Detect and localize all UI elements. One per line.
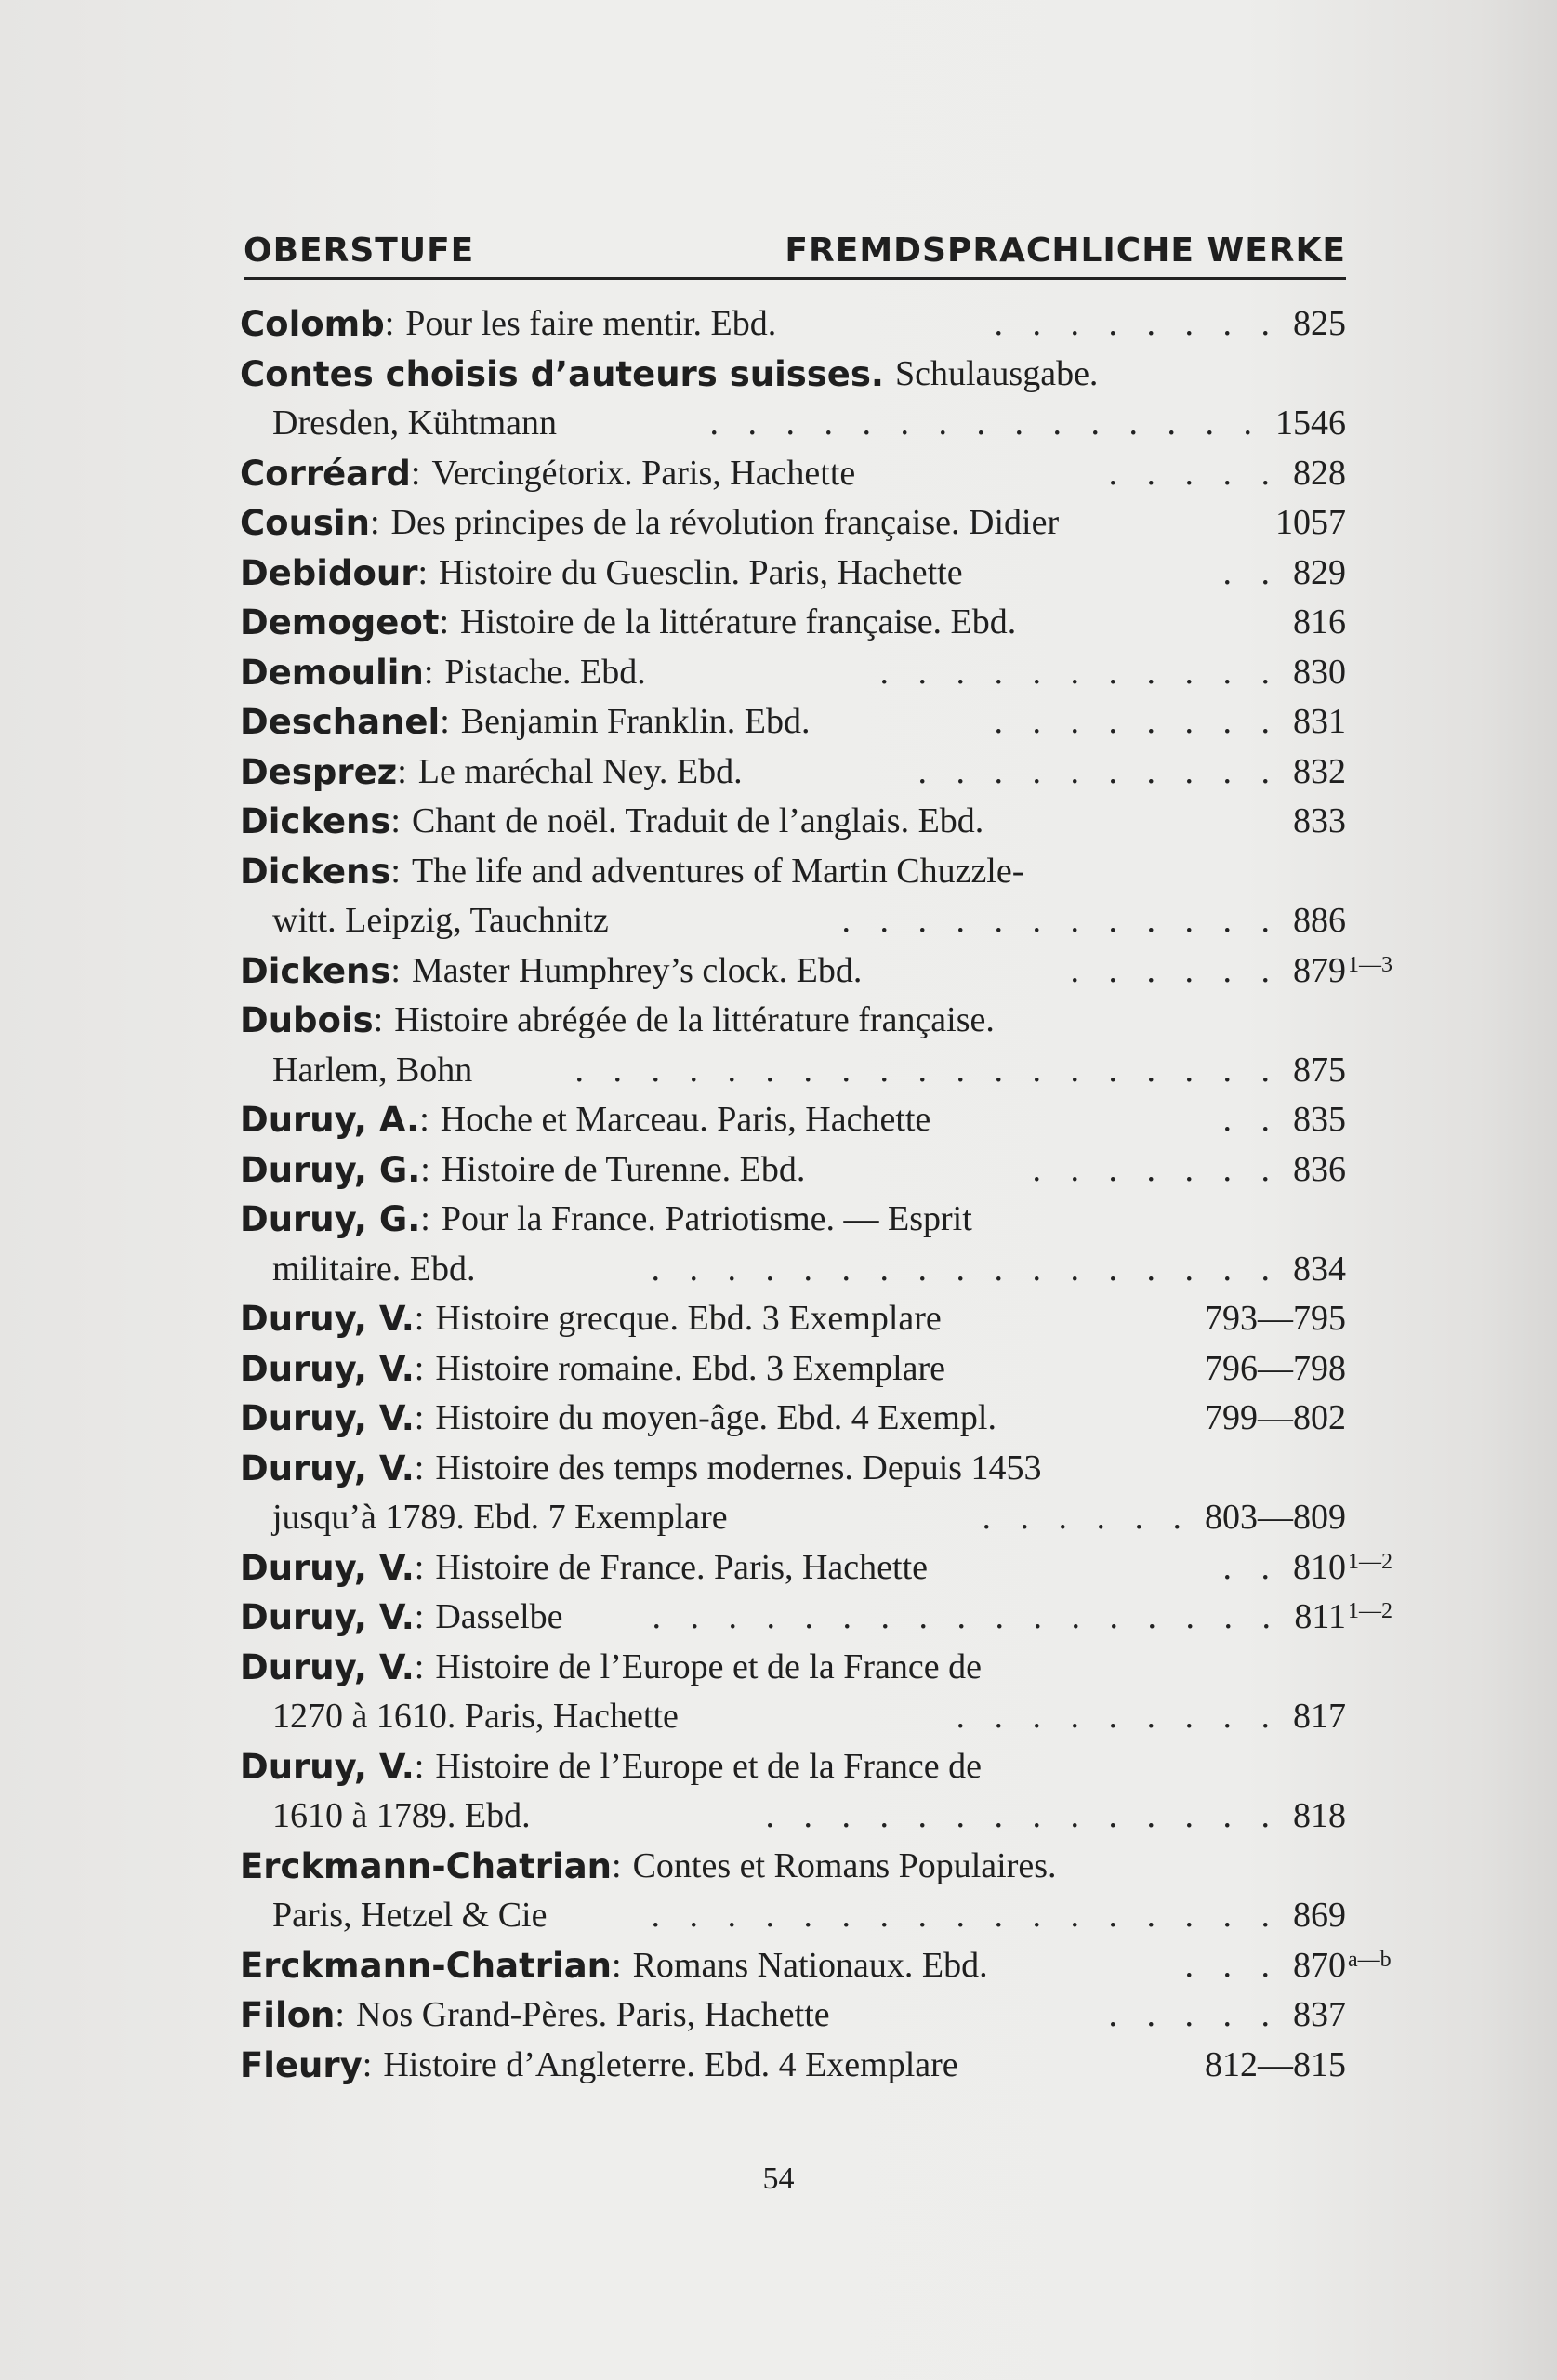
dot-leader: . . [1222, 552, 1280, 592]
entry-text [240, 1742, 982, 1792]
entry-number: 830 [1293, 652, 1346, 692]
entry-separator: : [612, 1945, 622, 1985]
entry-text [240, 2041, 958, 2090]
entry-text [240, 1941, 988, 1990]
dot-leader: . . . [1184, 1945, 1280, 1985]
entry-text [240, 1344, 945, 1394]
entry-description: Histoire des temps modernes. Depuis 1453 [435, 1448, 1042, 1488]
entry-text [240, 797, 983, 846]
entry-separator: : [373, 1000, 384, 1039]
dot-leader: . . [1222, 1547, 1280, 1587]
entry-author: Duruy, V. [240, 1398, 415, 1438]
entry-description: Pour la France. Patriotisme. — Esprit [441, 1199, 972, 1238]
entry-number: 879 [1293, 950, 1346, 990]
entry-description: Chant de noël. Traduit de l’anglais. Ebd. [411, 801, 984, 840]
entry-author: Duruy, V. [240, 1547, 415, 1588]
entry-description: Paris, Hetzel & Cie [272, 1896, 548, 1935]
entry-author: Duruy, V. [240, 1597, 415, 1637]
entry-separator: : [414, 1597, 425, 1636]
entry-text [240, 598, 1016, 647]
entry-line [240, 1444, 1346, 1494]
entry-line [240, 1742, 1346, 1792]
entry-line [240, 350, 1346, 400]
entry-author: Duruy, V. [240, 1299, 415, 1339]
entry-text [240, 1643, 982, 1692]
dot-leader: . . . . . . . . . . . . . . . [709, 403, 1262, 443]
dot-leader: . . . . . . . . . . . . . . . . . [651, 1249, 1280, 1289]
entry-author: Duruy, V. [240, 1448, 415, 1488]
entry-description: Harlem, Bohn [272, 1050, 473, 1090]
dot-leader: . . . . . . . . . . [917, 751, 1280, 791]
entry-separator: : [439, 602, 450, 641]
entry-separator: : [414, 1646, 425, 1686]
entry-author: Filon [240, 1995, 336, 2035]
entry-number: 886 [1293, 901, 1346, 940]
entry-line [240, 797, 1346, 847]
entry-number: 831 [1293, 702, 1346, 741]
entry-separator: : [612, 1845, 622, 1885]
entry-separator: : [414, 1746, 425, 1786]
entry-line [240, 598, 1346, 648]
entry-line [240, 1344, 1346, 1395]
entry-description: Histoire de France. Paris, Hachette [435, 1547, 929, 1587]
entry-text [240, 996, 995, 1045]
entry-author: Duruy, A. [240, 1100, 420, 1140]
entry-separator: : [362, 2044, 373, 2084]
entry-description: jusqu’à 1789. Ebd. 7 Exemplare [272, 1498, 728, 1537]
entry-number: 796—798 [1205, 1348, 1346, 1388]
entry-number: 818 [1293, 1796, 1346, 1835]
entry-text [240, 697, 811, 747]
entry-description: militaire. Ebd. [272, 1249, 476, 1289]
entry-text [240, 747, 743, 797]
entry-text [240, 1990, 830, 2040]
entry-separator: : [414, 1448, 425, 1488]
entry-line [240, 1145, 1346, 1196]
entry-author: Dickens [240, 801, 391, 841]
entry-number: 837 [1293, 1995, 1346, 2034]
entry-separator: : [410, 453, 421, 493]
entry-text [272, 1245, 475, 1294]
entry-description: The life and adventures of Martin Chuzzle- [411, 851, 1024, 891]
entry-description: Histoire du moyen-âge. Ebd. 4 Exempl. [435, 1398, 996, 1437]
entry-description: Histoire du Guesclin. Paris, Hachette [439, 552, 963, 592]
entry-author: Corréard [240, 453, 411, 494]
entry-number: 869 [1293, 1896, 1346, 1935]
entry-description: Master Humphrey’s clock. Ebd. [411, 950, 863, 990]
entry-text [240, 449, 855, 498]
entry-line [240, 896, 1346, 946]
entry-number: 836 [1293, 1149, 1346, 1189]
entry-separator: : [414, 1348, 425, 1388]
entry-text [272, 896, 609, 945]
entry-description: Schulausgabe. [894, 353, 1099, 393]
entry-separator: : [390, 950, 401, 990]
dot-leader: . . . . . . . [1032, 1149, 1280, 1189]
entry-text [240, 1593, 563, 1642]
entry-separator: : [414, 1398, 425, 1437]
entry-text [240, 498, 1059, 548]
entry-superscript: 1—3 [1348, 952, 1392, 977]
entry-description: Nos Grand-Pères. Paris, Hachette [355, 1995, 830, 2034]
entry-description: Dasselbe [435, 1597, 563, 1636]
entry-line [240, 1195, 1346, 1245]
entry-number: 810 [1293, 1547, 1346, 1587]
dot-leader: . . . . . . . . . [956, 1697, 1280, 1736]
dot-leader: . . . . . . . . . . . . . . . . . [651, 1896, 1280, 1935]
entry-separator: : [420, 1199, 430, 1238]
entry-superscript: 1—2 [1348, 1599, 1392, 1623]
entry-text [240, 549, 963, 598]
entry-author: Contes choisis d’auteurs suisses. [240, 353, 884, 394]
entry-line [240, 549, 1346, 599]
entry-text [240, 1543, 928, 1593]
entry-text [240, 1095, 930, 1144]
entry-description: Histoire de l’Europe et de la France de [435, 1646, 983, 1686]
entry-number: 875 [1293, 1050, 1346, 1090]
entry-number: 870 [1293, 1945, 1346, 1985]
entry-line [240, 2041, 1346, 2091]
dot-leader: . . . . . . [982, 1498, 1192, 1537]
entry-line [240, 697, 1346, 747]
entry-author: Colomb [240, 304, 385, 344]
entry-line [240, 1891, 1346, 1941]
entry-author: Duruy, G. [240, 1199, 421, 1239]
entry-line [240, 1593, 1392, 1643]
entry-line [240, 1990, 1346, 2041]
entry-number: 799—802 [1205, 1398, 1346, 1437]
entry-description: Histoire d’Angleterre. Ebd. 4 Exemplare [383, 2044, 958, 2084]
entry-text [240, 946, 862, 996]
entry-text [272, 1891, 547, 1940]
entry-author: Duruy, V. [240, 1746, 415, 1787]
entry-line [240, 1095, 1346, 1145]
entry-description: Histoire grecque. Ebd. 3 Exemplare [435, 1299, 942, 1338]
entry-separator: : [420, 1149, 430, 1189]
entry-line [240, 1941, 1392, 1991]
header-right: FREMDSPRACHLICHE WERKE [785, 231, 1346, 270]
dot-leader: . . . . . . [1070, 950, 1280, 990]
entry-line [240, 1245, 1346, 1295]
header-left: OBERSTUFE [244, 231, 475, 270]
dot-leader: . . . . . . . . . . . [879, 652, 1280, 692]
entry-separator: : [335, 1995, 345, 2034]
entry-text [240, 847, 1023, 896]
entry-description: 1270 à 1610. Paris, Hachette [272, 1697, 679, 1736]
entry-separator: : [390, 801, 401, 840]
entry-text [240, 1195, 972, 1244]
entry-line [240, 1643, 1346, 1693]
entry-description: Histoire de la littérature française. Ebd. [460, 602, 1017, 641]
entry-line [240, 399, 1346, 449]
entry-separator: : [390, 851, 401, 891]
entry-number: 793—795 [1205, 1299, 1346, 1338]
entry-text [240, 1294, 942, 1343]
entry-description: witt. Leipzig, Tauchnitz [272, 901, 609, 940]
dot-leader: . . . . . . . . . . . . . . . . . . . [574, 1050, 1280, 1090]
entry-author: Dickens [240, 851, 391, 892]
entry-author: Demoulin [240, 652, 424, 693]
page-number: 54 [762, 2162, 795, 2196]
entry-number: 829 [1293, 552, 1346, 592]
entry-description: Contes et Romans Populaires. [632, 1845, 1057, 1885]
entry-author: Debidour [240, 552, 418, 593]
entry-separator: : [384, 304, 395, 343]
entry-number: 833 [1293, 801, 1346, 840]
entry-number: 803—809 [1205, 1498, 1346, 1537]
entry-line [240, 1294, 1346, 1344]
entry-separator: : [369, 503, 380, 542]
entry-author: Dickens [240, 950, 391, 991]
entry-author: Duruy, V. [240, 1348, 415, 1389]
entry-number: 835 [1293, 1100, 1346, 1139]
entry-text [240, 299, 776, 349]
entry-number: 811 [1294, 1597, 1346, 1636]
entry-line [240, 1692, 1346, 1742]
entry-author: Duruy, V. [240, 1646, 415, 1687]
entry-line [240, 299, 1346, 350]
entry-line [240, 946, 1392, 997]
entry-separator: : [423, 652, 434, 692]
entry-description: 1610 à 1789. Ebd. [272, 1796, 531, 1835]
dot-leader: . . . . . . . . [994, 304, 1280, 343]
entry-separator: : [417, 552, 429, 592]
entry-description: Hoche et Marceau. Paris, Hachette [440, 1100, 931, 1139]
entry-separator: : [397, 751, 407, 791]
entry-author: Duruy, G. [240, 1149, 421, 1190]
entry-separator: : [414, 1299, 425, 1338]
entry-line [240, 1543, 1392, 1593]
entry-text [272, 1792, 531, 1841]
entry-author: Demogeot [240, 602, 440, 642]
entry-number: 812—815 [1205, 2044, 1346, 2084]
entry-line [240, 1493, 1346, 1543]
entry-author: Dubois [240, 1000, 374, 1040]
entry-text [272, 1046, 472, 1095]
entry-description: Romans Nationaux. Ebd. [632, 1945, 988, 1985]
entry-line [240, 1842, 1346, 1892]
dot-leader: . . . . . . . . [994, 702, 1280, 741]
entry-line [240, 847, 1346, 897]
entry-author: Deschanel [240, 702, 441, 742]
dot-leader: . . [1222, 1100, 1280, 1139]
entry-superscript: 1—2 [1348, 1549, 1392, 1574]
entry-description: Pour les faire mentir. Ebd. [405, 304, 777, 343]
entry-author: Cousin [240, 503, 370, 543]
entry-description: Benjamin Franklin. Ebd. [460, 702, 811, 741]
entry-line [240, 1046, 1346, 1096]
entry-superscript: a—b [1348, 1947, 1392, 1972]
entry-separator: : [414, 1547, 425, 1587]
entry-line [240, 1792, 1346, 1842]
entry-number: 1546 [1275, 403, 1346, 443]
entry-description: Vercingétorix. Paris, Hachette [431, 453, 856, 493]
entry-number: 828 [1293, 453, 1346, 493]
entry-description: Le maréchal Ney. Ebd. [417, 751, 743, 791]
entry-text [272, 399, 557, 448]
entry-number: 1057 [1275, 503, 1346, 542]
dot-leader: . . . . . . . . . . . . . . [765, 1796, 1280, 1835]
entry-line [240, 449, 1346, 499]
catalog-entries [240, 299, 1411, 2090]
entry-separator: : [419, 1100, 429, 1139]
entry-text [240, 1145, 805, 1195]
entry-line [240, 747, 1346, 798]
dot-leader: . . . . . . . . . . . . [841, 901, 1280, 940]
entry-author: Erckmann-Chatrian [240, 1845, 613, 1886]
entry-description: Des principes de la révolution française. Didier [390, 503, 1060, 542]
entry-number: 816 [1293, 602, 1346, 641]
entry-description: Histoire de l’Europe et de la France de [435, 1746, 983, 1786]
entry-line [240, 996, 1346, 1046]
entry-line [240, 648, 1346, 698]
dot-leader: . . . . . [1108, 453, 1280, 493]
dot-leader: . . . . . . . . . . . . . . . . . [652, 1597, 1281, 1636]
running-header [244, 221, 1346, 280]
entry-description: Dresden, Kühtmann [272, 403, 558, 443]
entry-description: Histoire abrégée de la littérature française. [394, 1000, 995, 1039]
entry-author: Erckmann-Chatrian [240, 1945, 613, 1986]
entry-line [240, 1394, 1346, 1444]
entry-text [240, 648, 646, 697]
entry-separator: : [440, 702, 450, 741]
entry-number: 832 [1293, 751, 1346, 791]
entry-line [240, 498, 1346, 549]
entry-description: Histoire romaine. Ebd. 3 Exemplare [435, 1348, 946, 1388]
entry-number: 817 [1293, 1697, 1346, 1736]
entry-text [240, 350, 1098, 399]
entry-text [272, 1493, 728, 1542]
entry-author: Desprez [240, 751, 398, 792]
entry-text [240, 1444, 1042, 1493]
entry-description: Pistache. Ebd. [444, 652, 646, 692]
entry-text [272, 1692, 679, 1741]
entry-text [240, 1842, 1057, 1891]
entry-description: Histoire de Turenne. Ebd. [441, 1149, 806, 1189]
dot-leader: . . . . . [1108, 1995, 1280, 2034]
entry-author: Fleury [240, 2044, 363, 2085]
entry-text [240, 1394, 996, 1443]
entry-number: 825 [1293, 304, 1346, 343]
entry-number: 834 [1293, 1249, 1346, 1289]
